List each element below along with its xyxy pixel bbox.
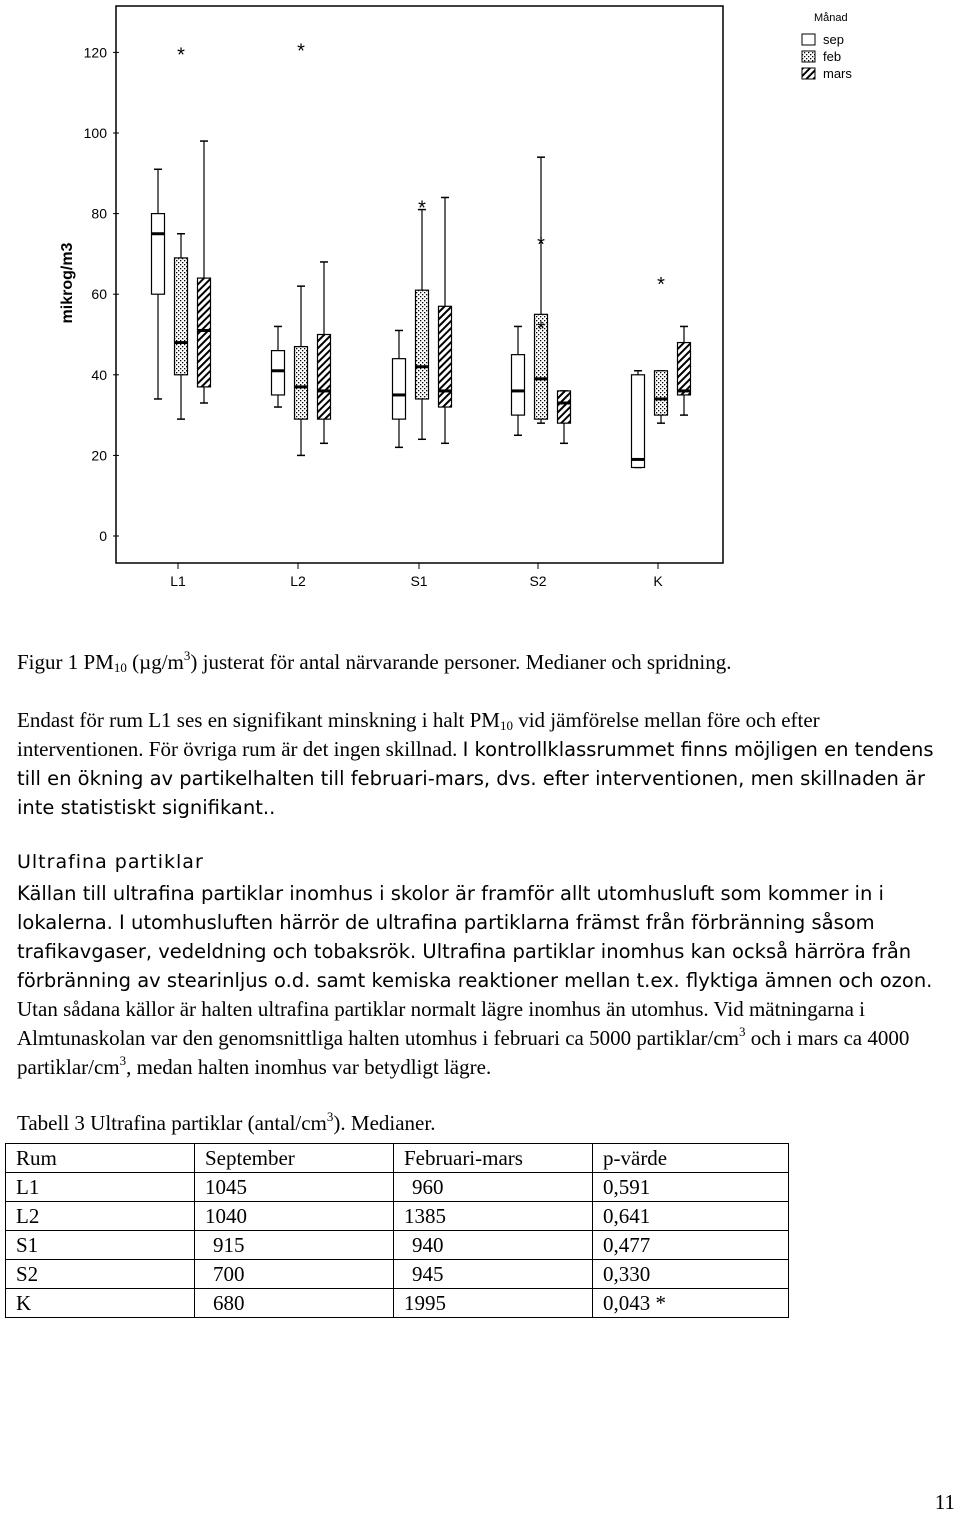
table-header-row	[6, 1144, 789, 1173]
y-axis	[84, 44, 119, 544]
table-row	[6, 1260, 789, 1289]
box-iqr	[318, 335, 331, 420]
box-mars-K	[678, 326, 691, 415]
table-caption: Tabell 3 Ultrafina partiklar $(antal/cm^3)$. Medianer.	[17, 1109, 436, 1135]
y-tick-label: 40	[91, 366, 107, 383]
outlier-star: *	[418, 197, 426, 220]
box-iqr	[272, 351, 285, 395]
table-row	[6, 1231, 789, 1260]
box-iqr	[655, 371, 668, 415]
header-cell: p-värde	[593, 1144, 789, 1173]
table-cell: 700	[195, 1260, 394, 1289]
x-tick-label: S2	[529, 573, 547, 589]
box-mars-L2	[318, 262, 331, 443]
table-cell: 960	[394, 1173, 593, 1202]
box-iqr	[512, 355, 525, 415]
box-feb-K	[655, 274, 668, 423]
table-cell: 0,330	[593, 1260, 789, 1289]
legend-title: Månad	[814, 12, 848, 24]
box-sep-S1	[393, 330, 406, 447]
boxplot-chart	[0, 0, 960, 610]
box-mars-S2	[558, 391, 571, 443]
header-cell: Februari-mars	[394, 1144, 593, 1173]
legend-label-feb: feb	[823, 49, 842, 64]
table-cell: 0,641	[593, 1202, 789, 1231]
page-number: 11	[934, 1490, 955, 1514]
y-axis-label: mikrog/m3	[59, 242, 76, 324]
figure-caption: Figur 1 $PM_{10}$ $(\mu g/m^3)$ justerat för antal närvarande personer. Medianer och spridning.	[17, 648, 732, 675]
box-sep-S2	[512, 326, 525, 435]
box-iqr	[632, 375, 645, 468]
box-feb-L1	[175, 44, 188, 419]
table-row	[6, 1289, 789, 1318]
ultrafine-particles-table	[5, 1143, 789, 1318]
x-tick-label: S1	[410, 573, 428, 589]
table-cell: 940	[394, 1231, 593, 1260]
outlier-star: *	[537, 318, 545, 341]
box-iqr	[295, 347, 308, 420]
table-cell: 945	[394, 1260, 593, 1289]
box-sep-K	[632, 371, 645, 468]
box-iqr	[678, 343, 691, 395]
legend-label-mars: mars	[823, 66, 852, 81]
y-tick-label: 20	[91, 447, 107, 464]
table-row	[6, 1173, 789, 1202]
x-tick-label: L2	[290, 573, 306, 589]
table-row	[6, 1202, 789, 1231]
legend	[802, 12, 852, 81]
y-tick-label: 100	[83, 125, 107, 141]
table-cell: L1	[6, 1173, 195, 1202]
ultrafine-paragraph: Källan till ultrafina partiklar inomhus i skolor är framför allt utomhusluft som kommer in i lokalerna. I utomhusluften härrör de ultrafina partiklarna främst från förbränning såsom trafikavgaser, vedeldning och tobaksrök. Ultrafina partiklar inomhus kan också härröra från förbränning av stearinljus o.d. samt kemiska reaktioner mellan t.ex. flyktiga ämnen och ozon. Utan sådana källor är halten ultrafina partiklar normalt lägre inomhus än utomhus. Vid mätningarna i Almtunaskolan var den genomsnittliga halten utomhus i februari ca 5000 partiklar/$cm^3$ och i mars ca 4000 partiklar/$cm^3$, medan halten inomhus var betydligt lägre.	[17, 882, 933, 1079]
table-cell: 915	[195, 1231, 394, 1260]
y-tick-label: 120	[83, 44, 107, 61]
pm10-result-paragraph: Endast för rum L1 ses en signifikant minskning i halt $PM_{10}$ vid jämförelse mellan före och efter interventionen. För övriga rum är det ingen skillnad. I kontrollklassrummet finns möjligen en tendens till en ökning av partikelhalten till februari-mars, dvs. efter interventionen, men skillnaden är inte statistiskt signifikant..	[17, 708, 934, 819]
box-iqr	[558, 391, 571, 423]
table-cell: L2	[6, 1202, 195, 1231]
table-cell: 1385	[394, 1202, 593, 1231]
table-cell: S2	[6, 1260, 195, 1289]
table-cell: 1040	[195, 1202, 394, 1231]
box-sep-L1	[152, 169, 165, 399]
table-cell: 0,477	[593, 1231, 789, 1260]
y-tick-label: 0	[99, 528, 107, 544]
legend-swatch-feb	[802, 51, 815, 62]
box-mars-S1	[439, 197, 452, 443]
box-iqr	[198, 278, 211, 387]
box-iqr	[152, 214, 165, 295]
box-series	[152, 40, 691, 467]
legend-swatch-sep	[802, 34, 815, 45]
legend-swatch-mars	[802, 68, 815, 79]
box-iqr	[416, 290, 429, 399]
section-heading: Ultrafina partiklar	[17, 851, 204, 873]
table-cell: K	[6, 1289, 195, 1318]
header-cell: September	[195, 1144, 394, 1173]
box-feb-L2	[295, 40, 308, 455]
pm10-boxplot-figure	[0, 0, 960, 610]
y-tick-label: 80	[91, 205, 107, 222]
table-cell: 0,043 *	[593, 1289, 789, 1318]
box-feb-S2	[535, 157, 548, 423]
box-mars-L1	[198, 141, 211, 403]
outlier-star: *	[177, 44, 185, 67]
box-feb-S1	[416, 198, 429, 440]
box-iqr	[393, 359, 406, 419]
table-cell: 680	[195, 1289, 394, 1318]
table-cell: 0,591	[593, 1173, 789, 1202]
outlier-star: *	[657, 274, 665, 297]
table-cell: S1	[6, 1231, 195, 1260]
outlier-star: *	[537, 233, 545, 256]
x-tick-label: K	[653, 573, 663, 589]
table-cell: 1045	[195, 1173, 394, 1202]
box-iqr	[175, 258, 188, 375]
box-sep-L2	[272, 326, 285, 407]
x-tick-label: L1	[170, 573, 186, 589]
y-tick-label: 60	[91, 286, 107, 303]
header-cell: Rum	[6, 1144, 195, 1173]
outlier-star: *	[297, 40, 305, 63]
legend-label-sep: sep	[823, 32, 844, 47]
table-cell: 1995	[394, 1289, 593, 1318]
x-axis	[170, 563, 663, 589]
